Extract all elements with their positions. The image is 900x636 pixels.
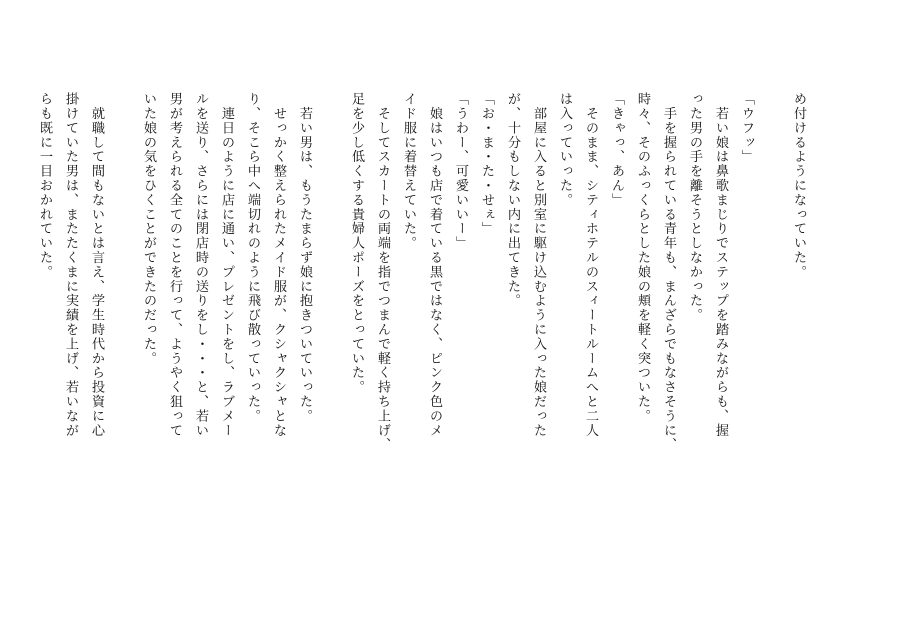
text-column: 若い娘は鼻歌まじりでステップを踏みながらも、握 [713,92,728,438]
text-column: 掛けていた男は、またたくまに実績を上げ、若いなが [63,92,78,438]
text-column: ルを送り、さらには閉店時の送りをし・・・と、若い [193,92,208,438]
text-column: 連日のように店に通い、プレゼントをし、ラブメー [219,92,234,438]
text-column: め付けるようになっていた。 [791,92,806,280]
text-column: 時々、そのふっくらとした娘の頬を軽く突ついた。 [635,92,650,424]
text-column: 手を握られている青年も、まんざらでもなさそうに、 [661,92,676,452]
text-column: った男の手を離そうとしなかった。 [687,92,702,323]
text-column: 「ウフッ」 [739,92,754,164]
text-column [760,92,784,592]
text-column: 「お・ま・た・せぇ」 [479,92,494,236]
text-column: せっかく整えられたメイド服が、クシャクシャとな [271,92,286,438]
text-column: 男が考えられる全てのことを行って、ようやく狙って [167,92,182,438]
text-column: 「きゃっ、あん」 [609,92,624,208]
text-column: 娘はいつも店で着ている黒ではなく、ピンク色のメ [427,92,442,438]
text-column: らも既に一目おかれていた。 [37,92,52,280]
text-column: 若い男は、もうたまらず娘に抱きついていった。 [297,92,312,424]
text-column: そしてスカートの両端を指でつまんで軽く持ち上げ、 [375,92,390,452]
text-column: が、十分もしない内に出てきた。 [505,92,520,308]
text-column: 就職して間もないとは言え、学生時代から投資に心 [89,92,104,438]
text-column: そのまま、シティホテルのスィートルームへと二人 [583,92,598,438]
text-column [318,92,342,592]
text-column: いた娘の気をひくことができたのだった。 [141,92,156,366]
text-column: 部屋に入ると別室に駆け込むように入った娘だった [531,92,546,438]
text-column [110,92,134,592]
text-column: は入っていった。 [557,92,572,208]
text-column: 「うわー、可愛いいー」 [453,92,468,251]
text-column: イド服に着替えていた。 [401,92,416,251]
text-column: り、そこら中へ端切れのように飛び散っていった。 [245,92,260,424]
text-column: 足を少し低くする貴婦人ポーズをとっていた。 [349,92,364,395]
